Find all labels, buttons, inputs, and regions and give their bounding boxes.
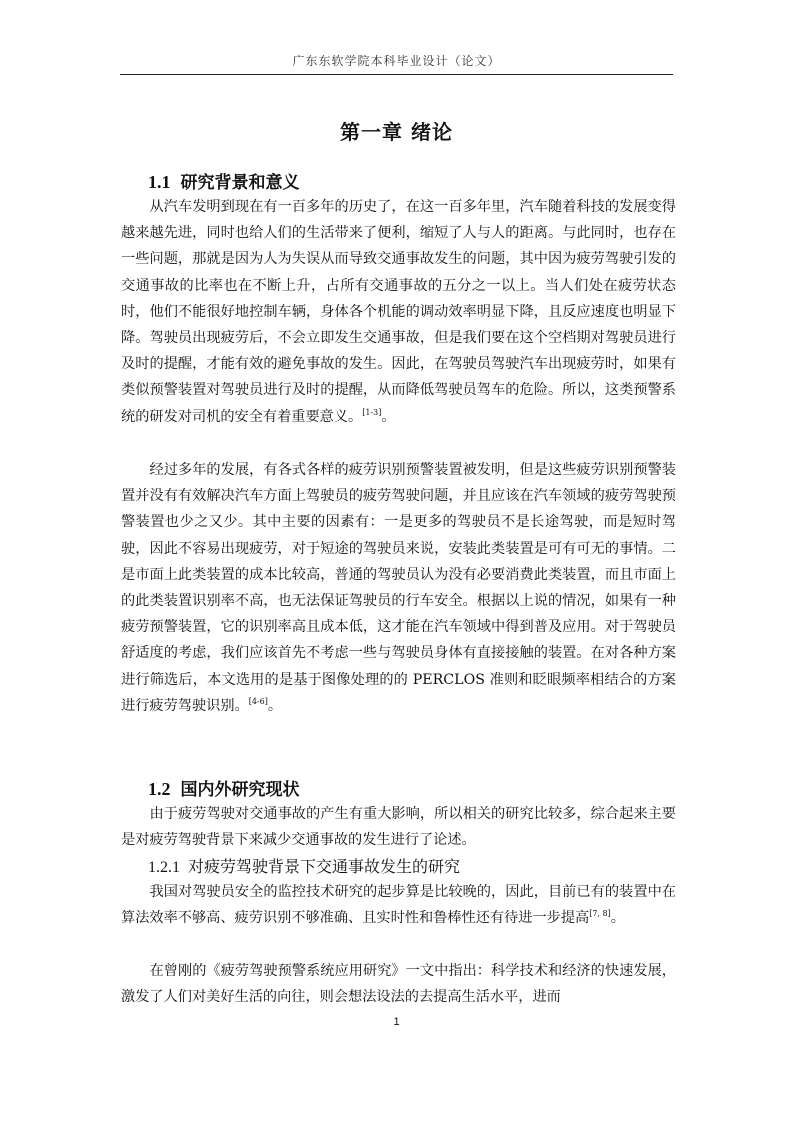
page-number: 1: [393, 1016, 400, 1028]
paragraph-text: 从汽车发明到现在有一百多年的历史了，在这一百多年里，汽车随着科技的发展变得越来越先进，同时也给人们的生活带来了便利，缩短了人与人的距离。与此同时，也存在一些问题，那就是因为人为失误从而导致交通事故发生的问题，其中因为疲劳驾驶引发的交通事故的比率也在不断上升，占所有交通事故的五分之一以上。当人们处在疲劳状态时，他们不能很好地控制车辆，身体各个机能的调动效率明显下降，且反应速度也明显下降。驾驶员出现疲劳后，不会立即发生交通事故，但是我们要在这个空档期对驾驶员进行及时的提醒，才能有效的避免事故的发生。因此，在驾驶员驾驶汽车出现疲劳时，如果有类似预警装置对驾驶员进行及时的提醒，从而降低驾驶员驾车的危险。所以，这类预警系统的研发对司机的安全有着重要意义。: [121, 199, 676, 425]
section-title: 国内外研究现状: [180, 780, 300, 800]
citation: [1-3]: [362, 407, 382, 417]
section-number: 1.1: [148, 172, 171, 192]
page-header: 广东东软学院本科毕业设计（论文）: [292, 54, 501, 68]
citation: [7, 8]: [589, 909, 611, 919]
subsection-title: 对疲劳驾驶背景下交通事故发生的研究: [188, 857, 461, 876]
header-rule: [120, 74, 673, 75]
section-heading-1-1: [148, 168, 300, 193]
paragraph-text: 我国对驾驶员安全的监控技术研究的起步算是比较晚的，因此，目前已有的装置中在算法效率不够高、疲劳识别不够准确、且实时性和鲁棒性还有待进一步提高: [121, 884, 676, 927]
paragraph-4: [121, 879, 676, 931]
section-title: 研究背景和意义: [180, 173, 300, 193]
paragraph-text: 经过多年的发展，有各式各样的疲劳识别预警装置被发明，但是这些疲劳识别预警装置并没有有效解决汽车方面上驾驶员的疲劳驾驶问题，并且应该在汽车领域的疲劳驾驶预警装置也少之又少。其中主要的因素有：一是更多的驾驶员不是长途驾驶，而是短时驾驶，因此不容易出现疲劳，对于短途的驾驶员来说，安装此类装置是可有可无的事情。二是市面上此类装置的成本比较高，普通的驾驶员认为没有必要消费此类装置，而且市面上的此类装置识别率不高，也无法保证驾驶员的行车安全。根据以上说的情况，如果有一种疲劳预警装置，它的识别率高且成本低，这才能在汽车领域中得到普及应用。对于驾驶员舒适度的考虑，我们应该首先不考虑一些与驾驶员身体有直接接触的装置。在对各种方案进行筛选后，本文选用的是基于图像处理的的 PERCLOS 准则和眨眼频率相结合的方案进行疲劳驾驶识别。: [121, 462, 676, 714]
paragraph-tail: 。: [267, 697, 283, 714]
paragraph-text: 在曾刚的《疲劳驾驶预警系统应用研究》一文中指出：科学技术和经济的快速发展，激发了人们对美好生活的向往，则会想法设法的去提高生活水平，进而: [121, 963, 676, 1006]
paragraph-text: 由于疲劳驾驶对交通事故的产生有重大影响，所以相关的研究比较多，综合起来主要是对疲劳驾驶背景下来减少交通事故的发生进行了论述。: [121, 806, 676, 849]
paragraph-5: [121, 958, 676, 1010]
paragraph-1: [121, 194, 676, 430]
subsection-number: 1.2.1: [148, 859, 180, 876]
subsection-heading-1-2-1: [148, 854, 460, 877]
chapter-title: 第一章 绪论: [340, 120, 453, 144]
paragraph-tail: 。: [381, 408, 396, 425]
paragraph-2: [121, 457, 676, 719]
citation: [4-6]: [248, 696, 268, 706]
paragraph-tail: 。: [610, 910, 625, 927]
section-heading-1-2: [148, 775, 300, 800]
paragraph-3: [121, 801, 676, 853]
section-number: 1.2: [148, 779, 171, 799]
